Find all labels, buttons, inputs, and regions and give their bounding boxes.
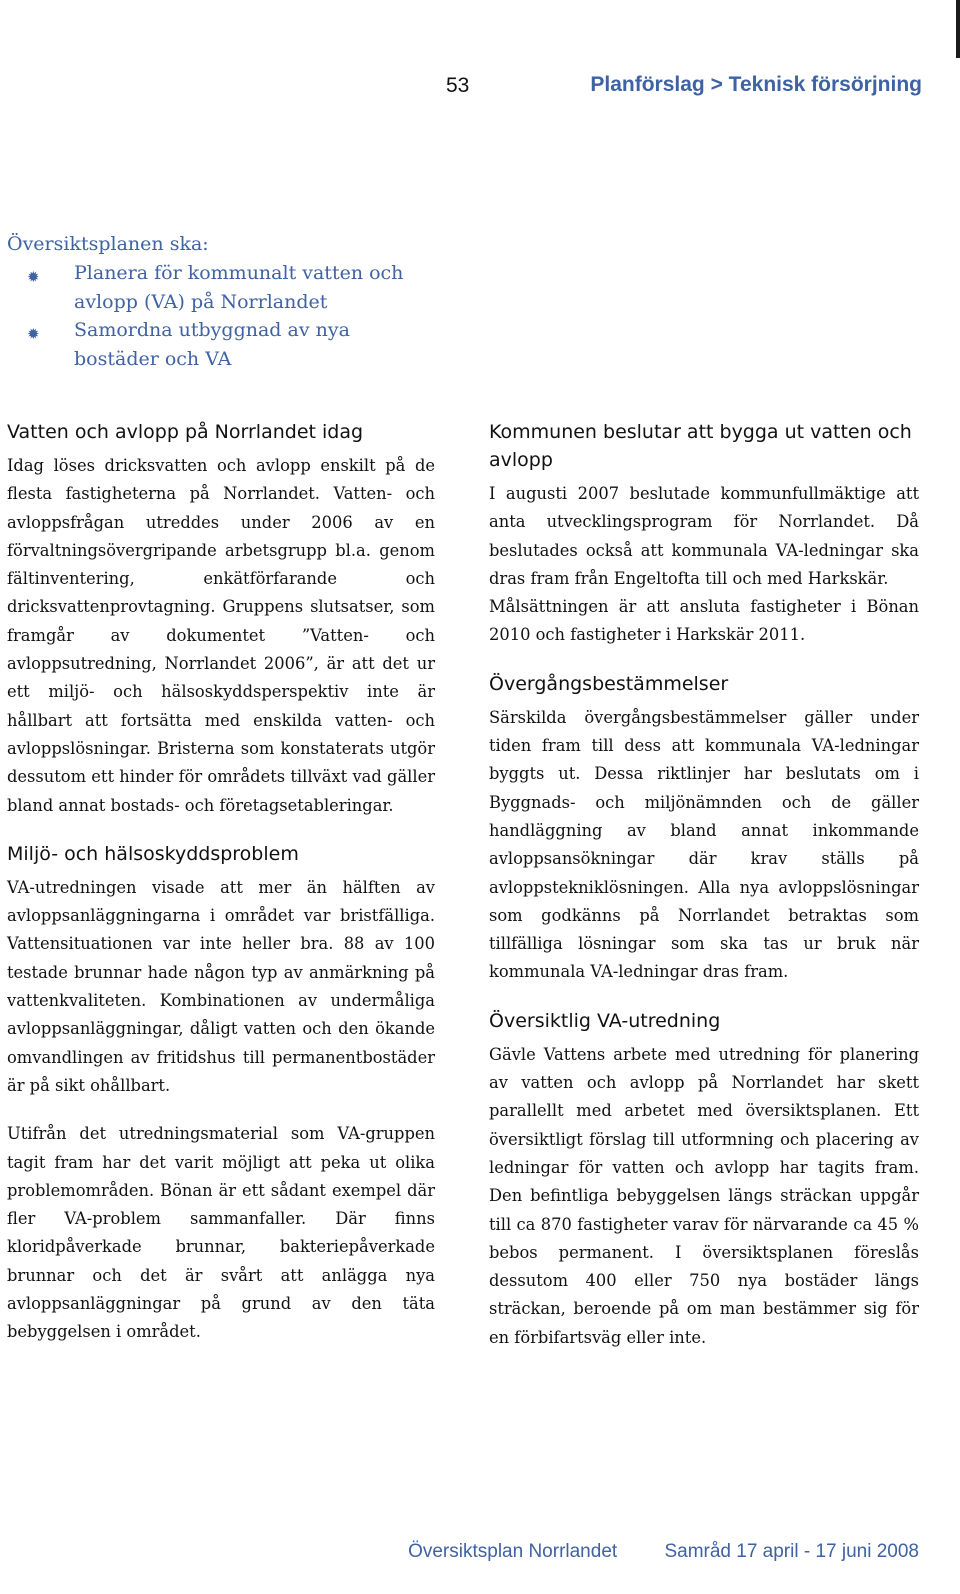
summary-title: Översiktsplanen ska: [7, 233, 209, 255]
summary-goal-text: Samordna utbyggnad av nya bostäder och VA [74, 319, 350, 370]
paragraph-va-overview: Gävle Vattens arbete med utredning för planering av vatten och avlopp på Norrlandet har skett parallellt med arbetet med översiktsplanen. Ett översiktligt förslag till utformning och placering av ledningar för vatten och avlopp har tagits fram. Den befintliga bebyggelsen längs sträckan uppgår till ca 870 fastigheter varav för närvarande ca 45 % bebos permanent. I översiktsplanen föreslås dessutom 400 eller 750 nya bostäder längs sträckan, beroende på om man bestämmer sig för en förbifartsväg eller inte. [489, 1044, 919, 1347]
footer-document-title: Översiktsplan Norrlandet [408, 1541, 618, 1562]
heading-current-situation: Vatten och avlopp på Norrlandet idag [7, 421, 364, 443]
summary-goal-item [7, 259, 437, 316]
paragraph-environment-problems: VA-utredningen visade att mer än hälften av avloppsanläggningarna i området var bristfälliga. Vattensituationen var inte heller bra. 88 av 100 testade brunnar hade någon typ av anmärkning på vattenkvaliteten. Kombinationen av undermåliga avloppsanläggningar, dåligt vatten och den ökande omvandlingen av fritidshus till permanentbostäder är på sikt ohållbart. [7, 877, 435, 1095]
bullet-icon: ✹ [27, 268, 40, 286]
section-transition-rules [489, 670, 919, 987]
summary-goals-list [7, 259, 437, 373]
section-environment-problems [7, 840, 435, 1347]
paragraph-problem-areas: Utifrån det utredningsmaterial som VA-gruppen tagit fram har det varit möjligt att peka ut olika problemområden. Bönan är ett sådant exempel där fler VA-problem sammanfaller. Där finns kloridpåverkade brunnar, bakteriepåverkade brunnar och det är svårt att anlägga nya avloppsanläggningar på grund av den täta bebyggelsen i området. [7, 1124, 435, 1342]
paragraph-transition-rules: Särskilda övergångsbestämmelser gäller under tiden fram till dess att kommunala VA-ledningar byggts ut. Dessa riktlinjer har beslutats om i Byggnads- och miljönämnden och de gäller handläggning av bland annat inkommande avloppsansökningar där krav ställs på avloppstekniklösningen. Alla nya avloppslösningar som godkänns på Norrlandet betraktas som tillfälliga lösningar som ska tas ur bruk när kommunala VA-ledningar dras fram. [489, 707, 919, 982]
summary-goal-text: Planera för kommunalt vatten och avlopp (VA) på Norrlandet [74, 262, 404, 313]
footer-consultation-dates: Samråd 17 april - 17 juni 2008 [664, 1541, 919, 1562]
left-column [7, 418, 435, 1367]
paragraph-decision-2: Målsättningen är att ansluta fastigheter i Bönan 2010 och fastigheter i Harkskär 2011. [489, 597, 919, 645]
paragraph-current-situation: Idag löses dricksvatten och avlopp enskilt på de flesta fastigheterna på Norrlandet. Vatten- och avloppsfrågan utreddes under 2006 av en förvaltningsövergripande arbetsgrupp bl.a. genom fältinventering, enkätförfarande och dricksvattenprovtagning. Gruppens slutsatser, som framgår av dokumentet ”Vatten- och avloppsutredning, Norrlandet 2006”, är att det ur ett miljö- och hälsoskyddsperspektiv inte är hållbart att fortsätta med enskilda vatten- och avloppslösningar. Bristerna som konstaterats utgör dessutom ett hinder för områdets tillväxt vad gäller bland annat bostads- och företagsetableringar. [7, 456, 435, 815]
paragraph-decision-1: I augusti 2007 beslutade kommunfullmäktige att anta utvecklingsprogram för Norrlandet. Då beslutades också att kommunala VA-ledningar ska dras fram från Engeltofta till och med Harkskär. [489, 484, 919, 588]
page-number: 53 [446, 74, 470, 97]
bullet-icon: ✹ [27, 325, 40, 343]
section-current-situation [7, 418, 435, 820]
heading-municipal-decision: Kommunen beslutar att bygga ut vatten och avlopp [489, 421, 912, 471]
page-edge-line [956, 0, 960, 58]
running-header-title: Planförslag > Teknisk försörjning [590, 73, 922, 96]
plan-summary [7, 230, 437, 373]
right-column [489, 418, 919, 1372]
heading-va-overview: Översiktlig VA-utredning [489, 1009, 721, 1032]
section-municipal-decision [489, 418, 919, 650]
heading-environment-problems: Miljö- och hälsoskyddsproblem [7, 842, 299, 865]
section-va-overview [489, 1007, 919, 1352]
page-footer [408, 1541, 919, 1563]
heading-transition-rules: Övergångsbestämmelser [489, 672, 729, 695]
summary-goal-item [7, 316, 437, 373]
